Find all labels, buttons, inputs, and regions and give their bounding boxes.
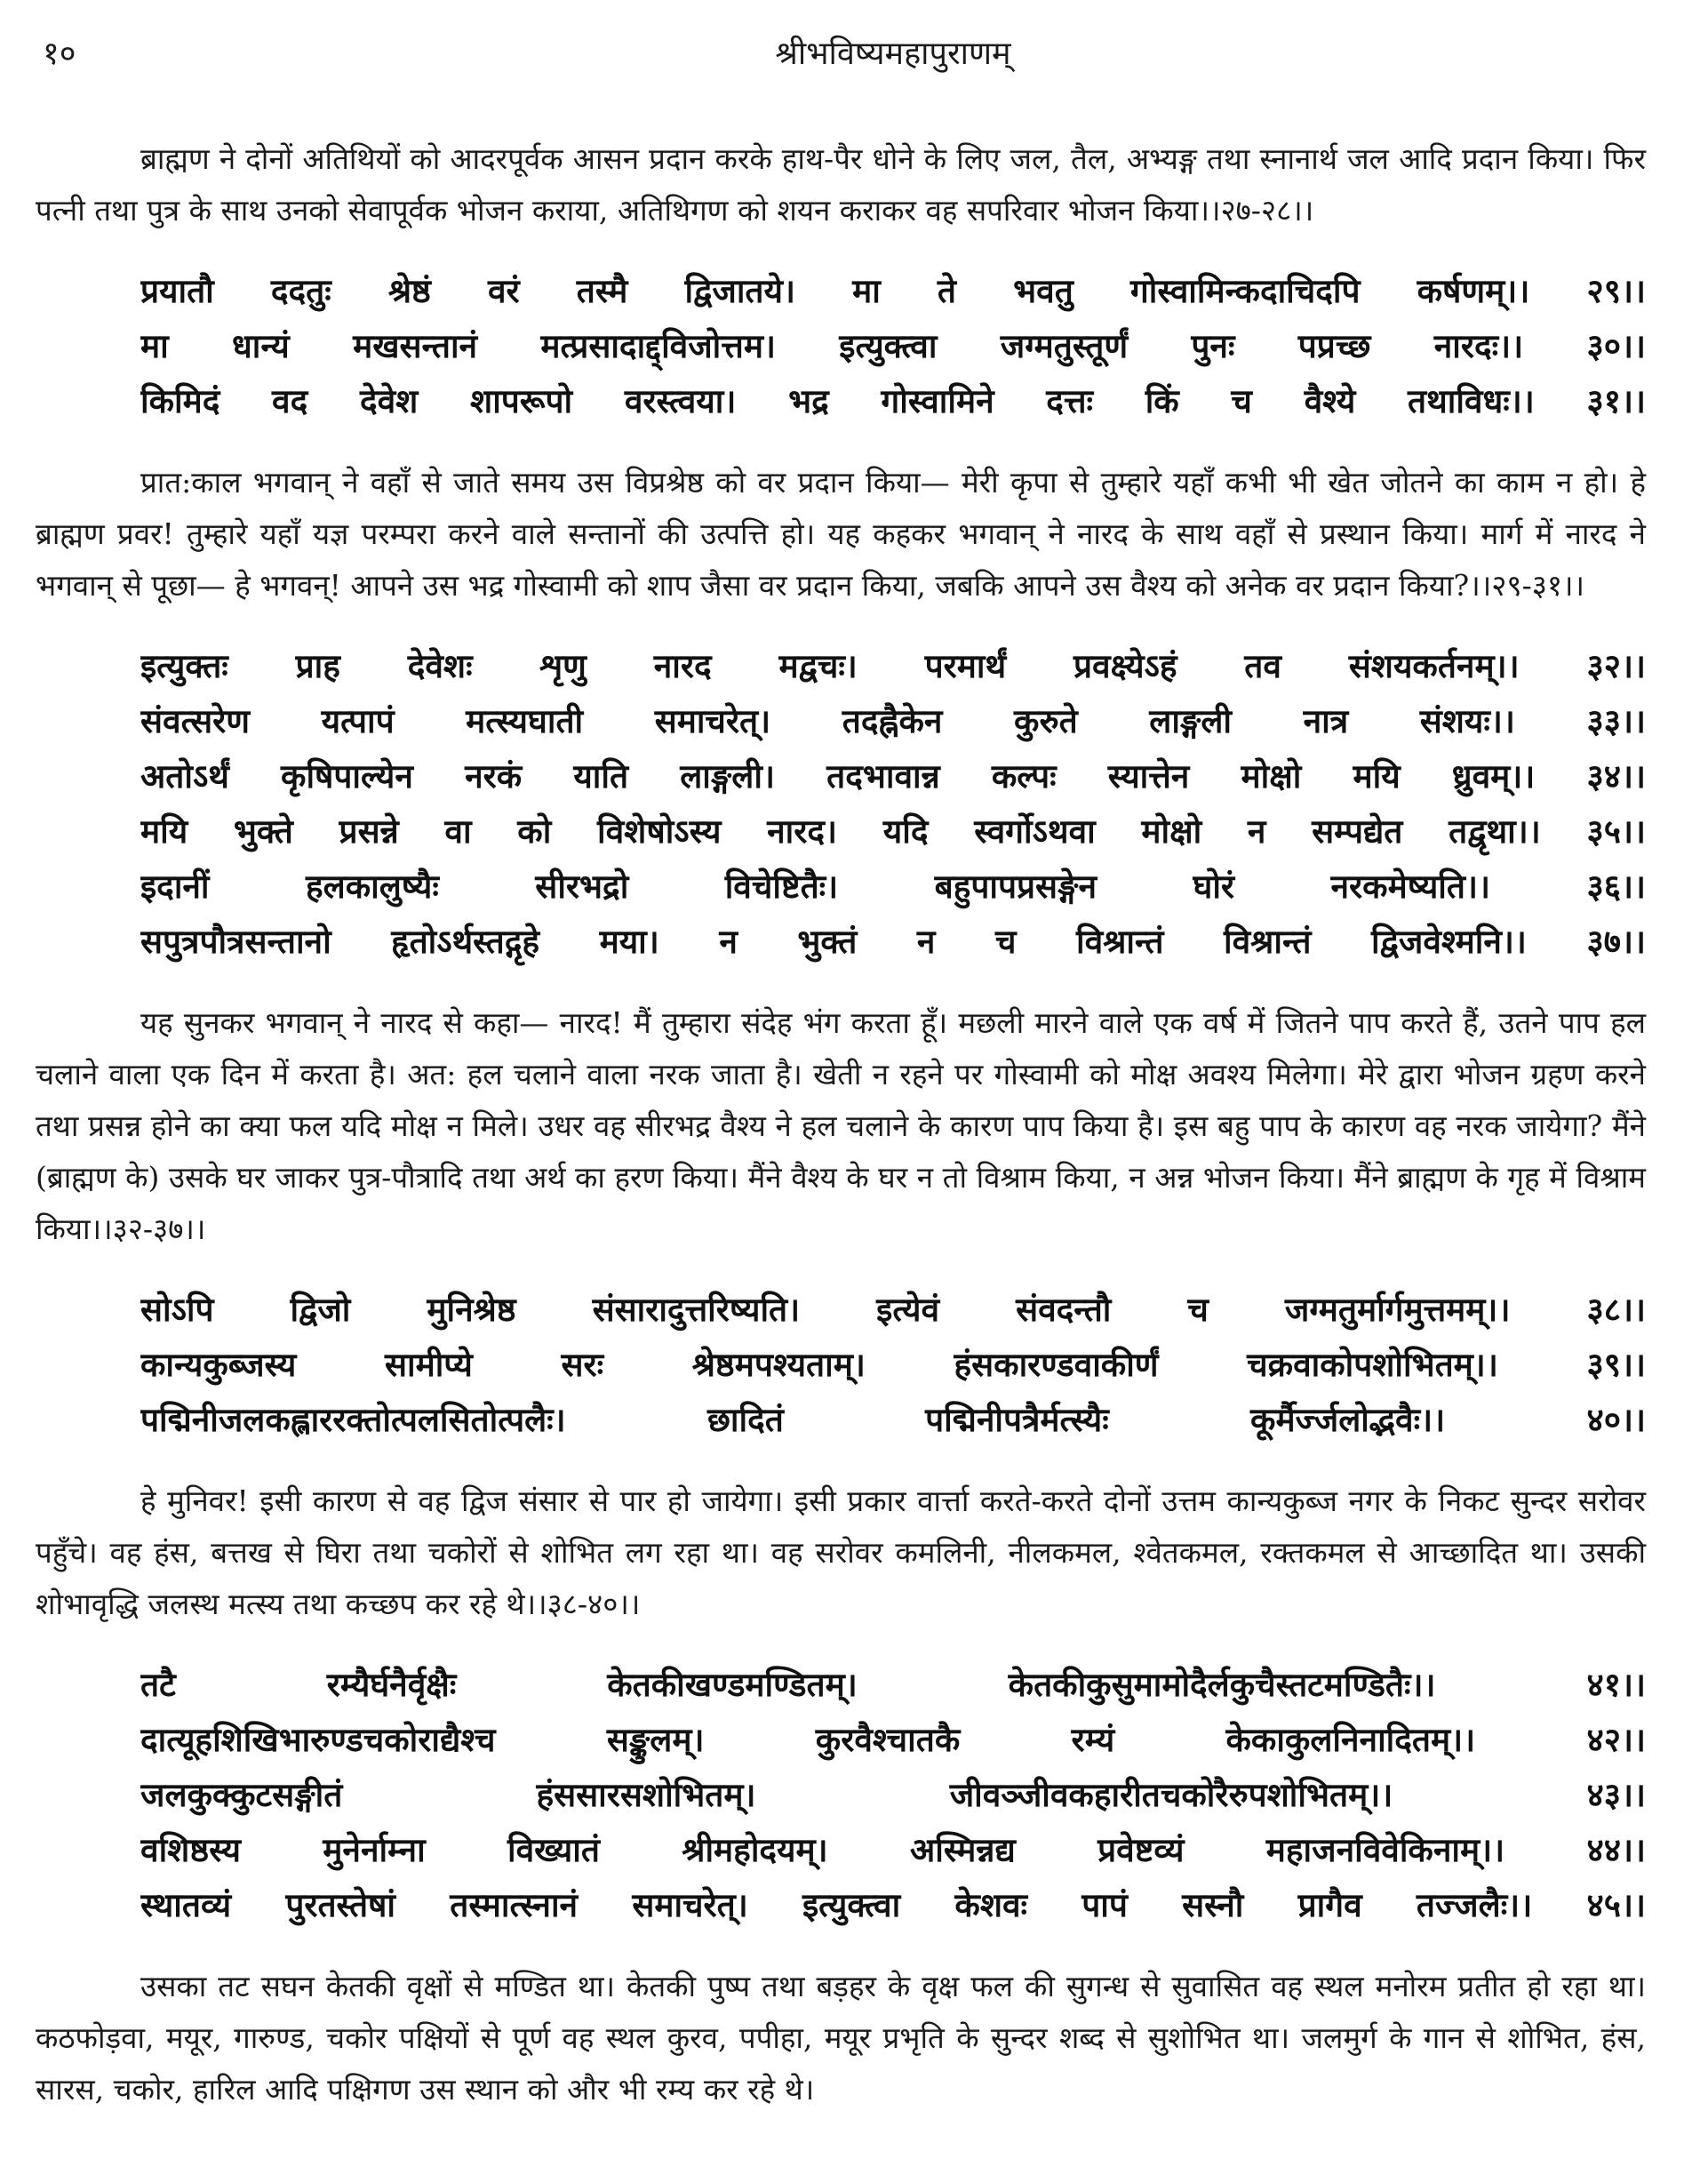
verse-line: इदानीं हलकालुष्यैः सीरभद्रो विचेष्टितैः। बहुपापप्रसङ्गेन घोरं नरकमेष्यति।। ३६।। bbox=[140, 867, 1646, 906]
verse-block bbox=[140, 1282, 1646, 1447]
book-title: श्रीभविष्यमहापुराणम् bbox=[775, 36, 1011, 72]
prose-paragraph: प्रात:काल भगवान् ने वहाँ से जाते समय उस विप्रश्रेष्ठ को वर प्रदान किया— मेरी कृपा से तुम्हारे यहाँ कभी भी खेत जोतने का काम न हो। हे ब्राह्मण प्रवर! तुम्हारे यहाँ यज्ञ परम्परा करने वाले सन्तानों की उत्पत्ति हो। यह कहकर भगवान् ने नारद के साथ वहाँ से प्रस्थान किया। मार्ग में नारद ने भगवान् से पूछा— हे भगवन्! आपने उस भद्र गोस्वामी को शाप जैसा वर प्रदान किया, जबकि आपने उस वैश्य को अनेक वर प्रदान किया?।।२९-३१।। bbox=[36, 465, 1646, 603]
prose-paragraph: यह सुनकर भगवान् ने नारद से कहा— नारद! मैं तुम्हारा संदेह भंग करता हूँ। मछली मारने वाले एक वर्ष में जितने पाप करते हैं, उतने पाप हल चलाने वाला एक दिन में करता है। अत: हल चलाने वाला नरक जाता है। खेती न रहने पर गोस्वामी को मोक्ष अवश्य मिलेगा। मेरे द्वारा भोजन ग्रहण करने तथा प्रसन्न होने का क्या फल यदि मोक्ष न मिले। उधर वह सीरभद्र वैश्य ने हल चलाने के कारण पाप किया है। इस बहु पाप के कारण वह नरक जायेगा? मैंने (ब्राह्मण के) उसके घर जाकर पुत्र-पौत्रादि तथा अर्थ का हरण किया। मैंने वैश्य के घर न तो विश्राम किया, न अन्न भोजन किया। मैंने ब्राह्मण के गृह में विश्राम किया।।३२-३७।। bbox=[36, 1005, 1646, 1246]
verse-line: सपुत्रपौत्रसन्तानो हृतोऽर्थस्तद्गृहे मया। न भुक्तं न च विश्रान्तं विश्रान्तं द्विजवेश्मनि।। ३७।। bbox=[140, 922, 1646, 961]
verse-line: तटै रम्यैर्घनैर्वृक्षैः केतकीखण्डमण्डितम्। केतकीकुसुमामोदैर्लकुचैस्तटमण्डितैः।। ४१।। bbox=[140, 1665, 1646, 1704]
prose-paragraph: ब्राह्मण ने दोनों अतिथियों को आदरपूर्वक आसन प्रदान करके हाथ-पैर धोने के लिए जल, तैल, अभ्यङ्ग तथा स्नानार्थ जल आदि प्रदान किया। फिर पत्नी तथा पुत्र के साथ उनको सेवापूर्वक भोजन कराया, अतिथिगण को शयन कराकर वह सपरिवार भोजन किया।।२७-२८।। bbox=[36, 141, 1646, 228]
verse-line: पद्मिनीजलकह्लाररक्तोत्पलसितोत्पलैः। छादितं पद्मिनीपत्रैर्मत्स्यैः कूर्मैर्ज्जलोद्भवैः।। ४०।। bbox=[140, 1400, 1646, 1439]
verse-line: संवत्सरेण यत्पापं मत्स्यघाती समाचरेत्। तदह्नैकेन कुरुते लाङ्गली नात्र संशयः।। ३३।। bbox=[140, 701, 1646, 740]
verse-line: सोऽपि द्विजो मुनिश्रेष्ठ संसारादुत्तरिष्यति। इत्येवं संवदन्तौ च जग्मतुर्मार्गमुत्तमम्।। ३८।। bbox=[140, 1290, 1646, 1329]
verse-line: दात्यूहशिखिभारुण्डचकोराद्यैश्च सङ्कुलम्। कुरवैश्चातकै रम्यं केकाकुलनिनादितम्।। ४२।। bbox=[140, 1720, 1646, 1759]
verse-block bbox=[140, 263, 1646, 428]
verse-line: वशिष्ठस्य मुनेर्नाम्ना विख्यातं श्रीमहोदयम्। अस्मिन्नद्य प्रवेष्टव्यं महाजनविवेकिनाम्।। ४४।। bbox=[140, 1830, 1646, 1869]
verse-block bbox=[140, 638, 1646, 969]
verse-line: कान्यकुब्जस्य सामीप्ये सरः श्रेष्ठमपश्यताम्। हंसकारण्डवाकीर्णं चक्रवाकोपशोभितम्।। ३९।। bbox=[140, 1345, 1646, 1384]
page-header bbox=[43, 25, 1646, 78]
prose-paragraph: हे मुनिवर! इसी कारण से वह द्विज संसार से पार हो जायेगा। इसी प्रकार वार्त्ता करते-करते दोनों उत्तम कान्यकुब्ज नगर के निकट सुन्दर सरोवर पहुँचे। वह हंस, बत्तख से घिरा तथा चकोरों से शोभित लग रहा था। वह सरोवर कमलिनी, नीलकमल, श्वेतकमल, रक्तकमल से आच्छादित था। उसकी शोभावृद्धि जलस्थ मत्स्य तथा कच्छप कर रहे थे।।३८-४०।। bbox=[36, 1483, 1646, 1621]
verse-line: मयि भुक्ते प्रसन्ने वा को विशेषोऽस्य नारद। यदि स्वर्गोऽथवा मोक्षो न सम्पद्येत तद्वृथा।। ३५।। bbox=[140, 812, 1646, 851]
verse-block bbox=[140, 1657, 1646, 1932]
verse-line: प्रयातौ ददतुः श्रेष्ठं वरं तस्मै द्विजातये। मा ते भवतु गोस्वामिन्कदाचिदपि कर्षणम्।। २९।। bbox=[140, 271, 1646, 310]
verse-line: मा धान्यं मखसन्तानं मत्प्रसादाद्द्विजोत्तम। इत्युक्त्वा जग्मतुस्तूर्णं पुनः पप्रच्छ नारदः।। ३०।। bbox=[140, 326, 1646, 365]
verse-line: किमिदं वद देवेश शापरूपो वरस्त्वया। भद्र गोस्वामिने दत्तः किं च वैश्ये तथाविधः।। ३१।। bbox=[140, 381, 1646, 420]
prose-paragraph: उसका तट सघन केतकी वृक्षों से मण्डित था। केतकी पुष्प तथा बड़हर के वृक्ष फल की सुगन्ध से सुवासित वह स्थल मनोरम प्रतीत हो रहा था। कठफोड़वा, मयूर, गारुण्ड, चकोर पक्षियों से पूर्ण वह स्थल कुरव, पपीहा, मयूर प्रभृति के सुन्दर शब्द से सुशोभित था। जलमुर्ग के गान से शोभित, हंस, सारस, चकोर, हारिल आदि पक्षिगण उस स्थान को और भी रम्य कर रहे थे। bbox=[36, 1969, 1646, 2107]
page-number: १० bbox=[43, 36, 76, 72]
verse-line: जलकुक्कुटसङ्गीतं हंससारसशोभितम्। जीवञ्जीवकहारीतचकोरैरुपशोभितम्।। ४३।। bbox=[140, 1775, 1646, 1814]
verse-line: इत्युक्तः प्राह देवेशः शृणु नारद मद्वचः। परमार्थं प्रवक्ष्येऽहं तव संशयकर्तनम्।। ३२।। bbox=[140, 646, 1646, 685]
verse-line: अतोऽर्थं कृषिपाल्येन नरकं याति लाङ्गली। तदभावान्न कल्पः स्यात्तेन मोक्षो मयि ध्रुवम्।। ३४।। bbox=[140, 756, 1646, 796]
verse-line: स्थातव्यं पुरतस्तेषां तस्मात्स्नानं समाचरेत्। इत्युक्त्वा केशवः पापं सस्नौ प्रागैव तज्जलैः।। ४५।। bbox=[140, 1885, 1646, 1924]
